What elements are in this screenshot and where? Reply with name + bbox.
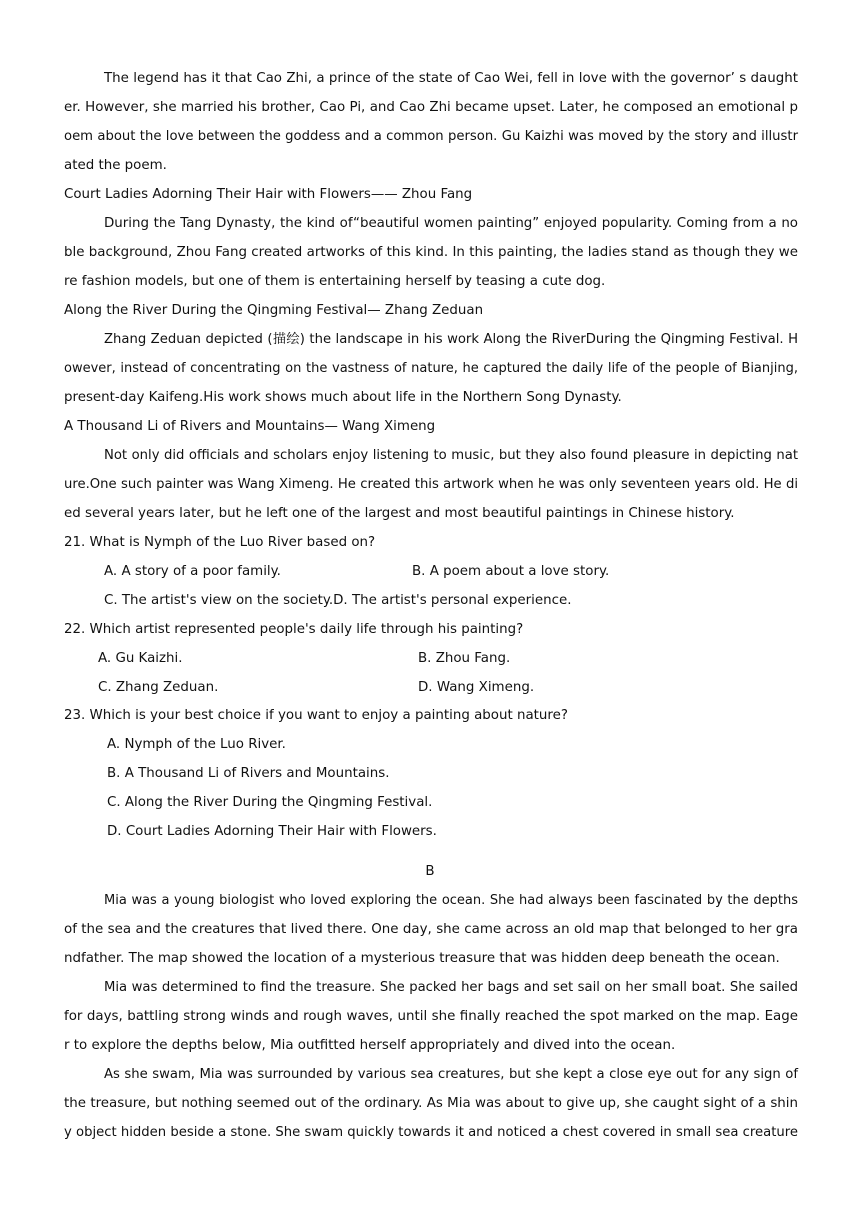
question-23-stem: 23. Which is your best choice if you want to enjoy a painting about nature? [64,708,568,723]
question-23-option-d: D. Court Ladies Adorning Their Hair with Flowers. [107,824,437,839]
passage-a-p2-line-3: re fashion models, but one of them is entertaining herself by teasing a cute dog. [64,274,606,289]
passage-b-p1-line-1: Mia was a young biologist who loved exploring the ocean. She had always been fascinated by the depths [104,893,798,908]
passage-a-p1-line-3: oem about the love between the goddess and a common person. Gu Kaizhi was moved by the story and illustr [64,129,798,144]
question-22-option-a: A. Gu Kaizhi. [98,651,183,666]
passage-a-p4-line-1: Not only did officials and scholars enjoy listening to music, but they also found pleasure in depicting nat [104,448,798,463]
passage-b-p2-line-3: r to explore the depths below, Mia outfitted herself appropriately and dived into the ocean. [64,1038,676,1053]
passage-a-p3-line-2: owever, instead of concentrating on the vastness of nature, he captured the daily life of the people of Bianjing, [64,361,798,376]
passage-b-label: B [425,864,435,879]
passage-b-p1-line-2: of the sea and the creatures that lived there. One day, she came across an old map that belonged to her gra [64,922,798,937]
section-heading-wang-ximeng: A Thousand Li of Rivers and Mountains— Wang Ximeng [64,419,436,434]
passage-b-p1-line-3: ndfather. The map showed the location of a mysterious treasure that was hidden deep beneath the ocean. [64,951,780,966]
passage-a-p3-line-3: present-day Kaifeng.His work shows much about life in the Northern Song Dynasty. [64,390,622,405]
section-heading-zhang-zeduan: Along the River During the Qingming Festival— Zhang Zeduan [64,303,484,318]
passage-a-p2-line-2: ble background, Zhou Fang created artworks of this kind. In this painting, the ladies stand as though they we [64,245,798,260]
passage-a-p1-line-2: er. However, she married his brother, Cao Pi, and Cao Zhi became upset. Later, he composed an emotional p [64,100,798,115]
question-22-option-b: B. Zhou Fang. [418,651,511,666]
question-23-option-c: C. Along the River During the Qingming Festival. [107,795,433,810]
passage-b-p3-line-3: y object hidden beside a stone. She swam quickly towards it and noticed a chest covered in small sea creature [64,1125,798,1140]
passage-a-p4-line-2: ure.One such painter was Wang Ximeng. He created this artwork when he was only seventeen years old. He di [64,477,798,492]
passage-a-p2-line-1: During the Tang Dynasty, the kind of“beautiful women painting” enjoyed popularity. Coming from a no [104,216,798,231]
question-21-option-b: B. A poem about a love story. [412,564,610,579]
passage-b-p2-line-2: for days, battling strong winds and rough waves, until she finally reached the spot marked on the map. Eage [64,1009,798,1024]
section-heading-zhou-fang: Court Ladies Adorning Their Hair with Flowers—— Zhou Fang [64,187,473,202]
passage-b-p2-line-1: Mia was determined to find the treasure. She packed her bags and set sail on her small boat. She sailed [104,980,798,995]
question-23-option-b: B. A Thousand Li of Rivers and Mountains. [107,766,390,781]
passage-a-p1-line-4: ated the poem. [64,158,167,173]
passage-a-p4-line-3: ed several years later, but he left one of the largest and most beautiful paintings in Chinese history. [64,506,735,521]
passage-a-p1-line-1: The legend has it that Cao Zhi, a prince of the state of Cao Wei, fell in love with the governor’ s daught [104,71,798,86]
question-22-option-c: C. Zhang Zeduan. [98,680,219,695]
question-23-option-a: A. Nymph of the Luo River. [107,737,286,752]
question-21-option-cd: C. The artist's view on the society.D. The artist's personal experience. [104,593,572,608]
question-21-stem: 21. What is Nymph of the Luo River based on? [64,535,376,550]
question-21-option-a: A. A story of a poor family. [104,564,281,579]
question-22-stem: 22. Which artist represented people's daily life through his painting? [64,622,524,637]
passage-a-p3-line-1: Zhang Zeduan depicted (描绘) the landscape in his work Along the RiverDuring the Qingming Festival. H [104,332,798,347]
passage-b-p3-line-1: As she swam, Mia was surrounded by various sea creatures, but she kept a close eye out for any sign of [104,1067,798,1082]
passage-b-p3-line-2: the treasure, but nothing seemed out of the ordinary. As Mia was about to give up, she caught sight of a shin [64,1096,798,1111]
question-22-option-d: D. Wang Ximeng. [418,680,535,695]
